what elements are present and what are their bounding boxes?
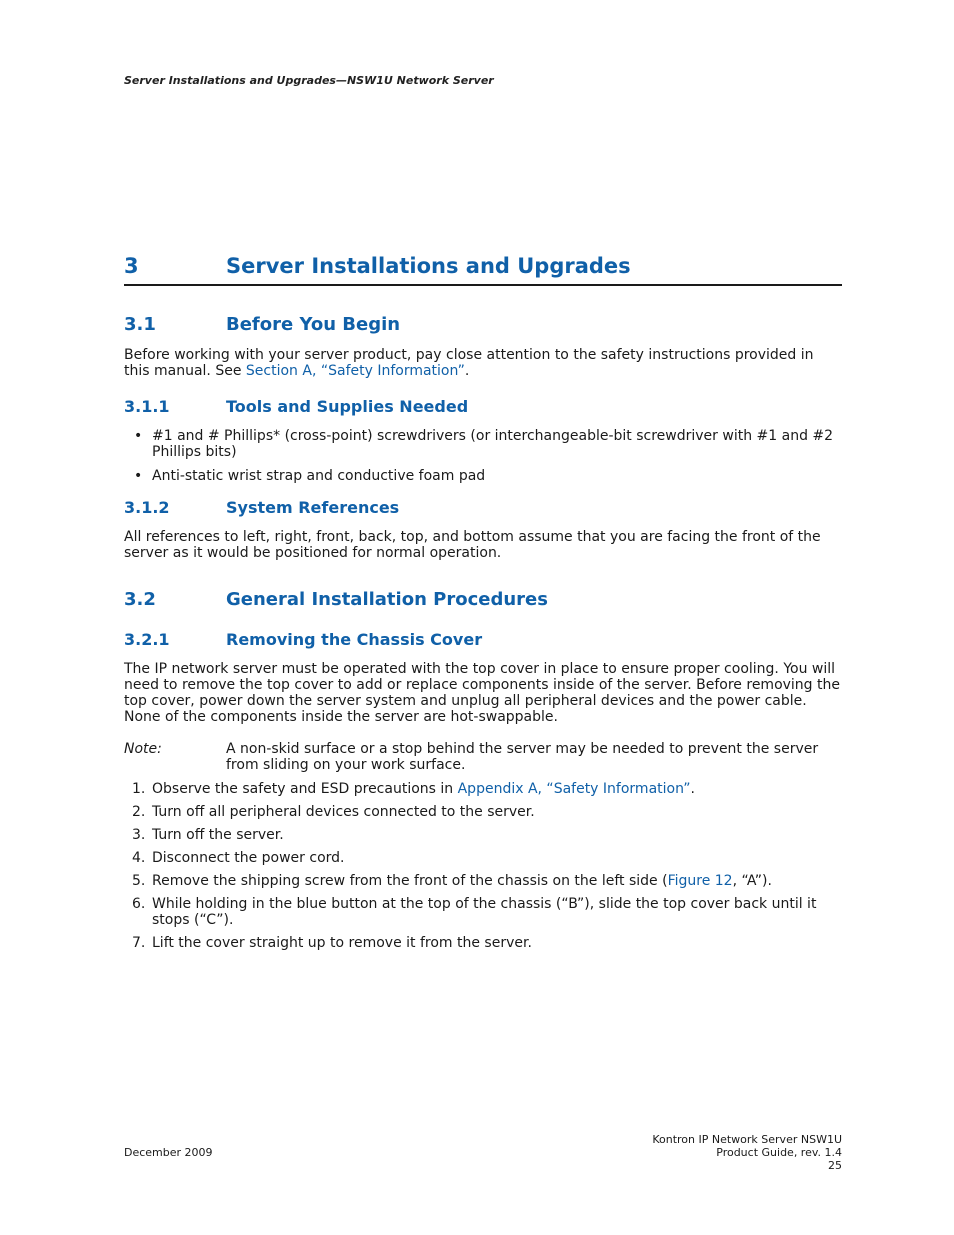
- paragraph-chassis-cover: The IP network server must be operated with the top cover in place to ensure proper cooling. You will need to remove the top cover to add or replace components inside of the server. Before removing the top cover, power down the server system and unplug all peripheral devices and the power cable. None of the components inside the server are hot-swappable.: [124, 661, 840, 725]
- section-heading-3-2: [124, 589, 842, 610]
- paragraph-system-references: All references to left, right, front, back, top, and bottom assume that you are facing the front of the server as it would be positioned for normal operation.: [124, 529, 821, 561]
- footer-product: Kontron IP Network Server NSW1U: [652, 1133, 842, 1146]
- note: [124, 741, 842, 773]
- step-number: 1.: [132, 781, 146, 797]
- section-number: 3.2: [124, 589, 156, 610]
- list-item: • #1 and # Phillips* (cross-point) screwdrivers (or interchangeable-bit screwdriver with #1 and #2 Phillips bits): [124, 428, 842, 460]
- page-number: 25: [828, 1159, 842, 1172]
- section-heading-3-1-2: [124, 498, 842, 517]
- section-title: General Installation Procedures: [226, 589, 548, 610]
- footer-info: [652, 1133, 842, 1172]
- section-number: 3.1.2: [124, 498, 170, 517]
- section-title: Before You Begin: [226, 314, 401, 335]
- step-number: 5.: [132, 873, 146, 889]
- section-a-link[interactable]: Section A, “Safety Information”: [245, 363, 465, 379]
- step-text: While holding in the blue button at the top of the chassis (“B”), slide the top cover back until it stops (“C”).: [152, 896, 817, 928]
- list-item: • Anti-static wrist strap and conductive foam pad: [124, 468, 842, 484]
- step-item: [124, 804, 842, 820]
- chapter-number: 3: [124, 254, 139, 278]
- step-item: [124, 935, 842, 951]
- section-heading-3-1-1: [124, 397, 842, 416]
- step-text: Turn off all peripheral devices connected to the server.: [152, 804, 535, 820]
- step-text: Remove the shipping screw from the front of the chassis on the left side (: [152, 873, 668, 889]
- step-number: 6.: [132, 896, 146, 912]
- section-number: 3.1.1: [124, 397, 170, 416]
- section-heading-3-2-1: [124, 630, 842, 649]
- section-title: Tools and Supplies Needed: [226, 397, 469, 416]
- tools-list: [124, 428, 842, 484]
- section-heading-3-1: [124, 314, 842, 335]
- step-item: [124, 850, 842, 866]
- footer-date: December 2009: [124, 1146, 213, 1159]
- note-text: A non-skid surface or a stop behind the server may be needed to prevent the server from sliding on your work surface.: [226, 741, 819, 773]
- step-item: [124, 896, 842, 928]
- step-number: 2.: [132, 804, 146, 820]
- chapter-title: Server Installations and Upgrades: [226, 254, 631, 278]
- section-title: System References: [226, 498, 400, 517]
- figure-12-link[interactable]: Figure 12: [667, 873, 733, 889]
- step-number: 7.: [132, 935, 146, 951]
- step-item: [124, 873, 842, 889]
- step-number: 3.: [132, 827, 146, 843]
- paragraph-before-you-begin: [124, 347, 842, 379]
- step-text-end: .: [690, 781, 695, 797]
- running-header: Server Installations and Upgrades—NSW1U Network Server: [124, 74, 494, 87]
- step-number: 4.: [132, 850, 146, 866]
- step-text: Observe the safety and ESD precautions in: [152, 781, 458, 797]
- chapter-heading: [124, 254, 842, 286]
- steps-list: [124, 781, 842, 951]
- step-item: [124, 827, 842, 843]
- paragraph-text: Before working with your server product, pay close attention to the safety instructions provided in this manual. See: [124, 347, 814, 379]
- step-text-end: , “A”).: [732, 873, 772, 889]
- step-text: Lift the cover straight up to remove it from the server.: [152, 935, 532, 951]
- page-body: [124, 254, 842, 958]
- paragraph-text-end: .: [464, 363, 470, 379]
- section-number: 3.1: [124, 314, 156, 335]
- section-title: Removing the Chassis Cover: [226, 630, 483, 649]
- footer-guide: Product Guide, rev. 1.4: [716, 1146, 842, 1159]
- step-text: Turn off the server.: [152, 827, 284, 843]
- appendix-a-link[interactable]: Appendix A, “Safety Information”: [457, 781, 691, 797]
- section-number: 3.2.1: [124, 630, 170, 649]
- step-text: Disconnect the power cord.: [152, 850, 345, 866]
- note-label: Note:: [124, 741, 162, 757]
- step-item: [124, 781, 842, 797]
